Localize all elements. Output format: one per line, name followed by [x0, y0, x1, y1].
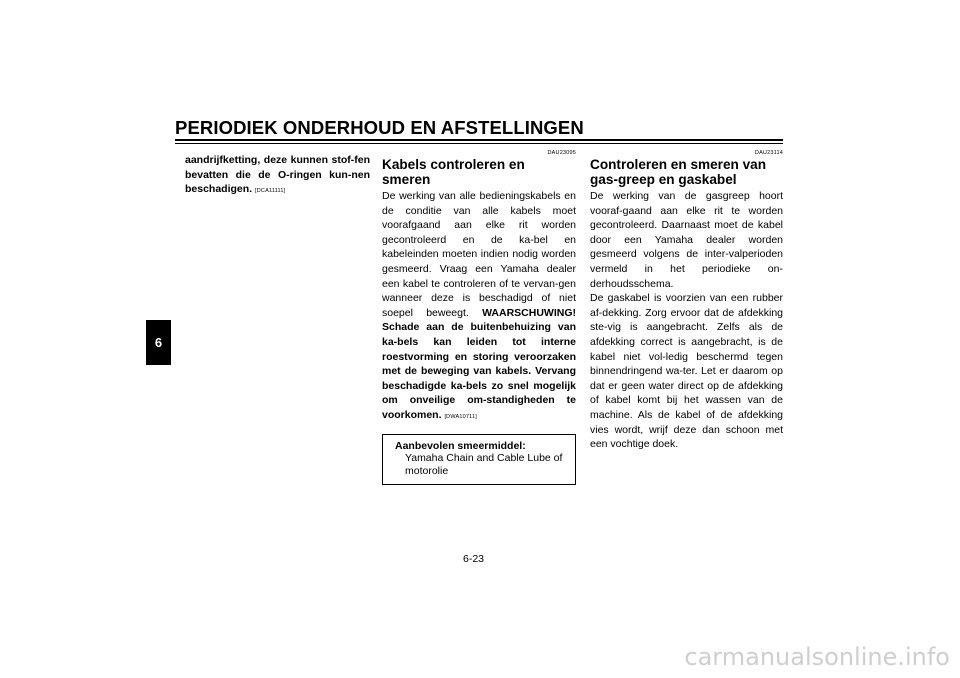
column-right [590, 150, 783, 452]
throttle-paragraph-1: De werking van de gasgreep hoort vooraf-gaand aan elke rit te worden gecontroleerd. Daarnaast moet de kabel door een Yamaha dealer worden gesmeerd volgens de inter-valperioden vermeld in het periodieke on-derhoudsschema. [590, 190, 783, 290]
lubricant-box [382, 434, 576, 486]
section-code-cables: DAU23095 [547, 150, 576, 156]
page-number: 6-23 [463, 553, 485, 565]
section-code-throttle: DAU23114 [754, 150, 783, 156]
section-heading-cables: Kabels controleren en smeren [382, 157, 525, 187]
page-title: PERIODIEK ONDERHOUD EN AFSTELLINGEN [175, 117, 584, 138]
header-rule-thick [175, 139, 783, 141]
caution-text: aandrijfketting, deze kunnen stof-fen bevatten die de O-ringen kun-nen beschadigen. [185, 154, 370, 196]
header-rule-thin [175, 143, 783, 144]
lubricant-title: Aanbevolen smeermiddel: [395, 439, 526, 452]
section-heading-throttle: Controleren en smeren van gas-greep en gaskabel [590, 157, 767, 187]
caution-code: [DCA11111] [255, 188, 286, 195]
throttle-paragraph-2: De gaskabel is voorzien van een rubber af-dekking. Zorg ervoor dat de afdekking ste-vig is aangebracht. Zelfs als de afdekking correct is aangebracht, is de kabel niet vol-ledig beschermd tegen binnendringend wa-ter. Let er daarom op dat er geen water direct op de afdekking of kabel komt bij het wassen van de machine. Als de kabel of de afdekking vies wordt, wrijf deze dan schoon met een vochtige doek. [590, 292, 783, 451]
cables-warning-code: [DWA10711] [444, 413, 478, 420]
section-body-cables [382, 189, 576, 425]
caution-continued [185, 153, 370, 199]
cables-warning-text: WAARSCHUWING! Schade aan de buitenbehuizing van ka-bels kan leiden tot interne roestvorming en storing veroorzaken met de beweging van kabels. Vervang beschadigde ka-bels zo snel mogelijk om onveilige om-standigheden te voorkomen. [382, 306, 576, 421]
column-left [185, 153, 370, 199]
lubricant-text: Yamaha Chain and Cable Lube of motorolie [405, 452, 563, 477]
cables-body-text: De werking van alle bedieningskabels en de conditie van alle kabels moet voorafgaand aan elke rit worden gecontroleerd en de ka-bel en kabeleinden moeten indien nodig worden gesmeerd. Vraag een Yamaha dealer een kabel te controleren of te vervan-gen wanneer deze is beschadigd of niet soepel beweegt. [382, 190, 576, 319]
chapter-tab: 6 [146, 320, 171, 365]
watermark: carmanualsonline.info [684, 643, 950, 671]
column-middle [382, 150, 576, 485]
